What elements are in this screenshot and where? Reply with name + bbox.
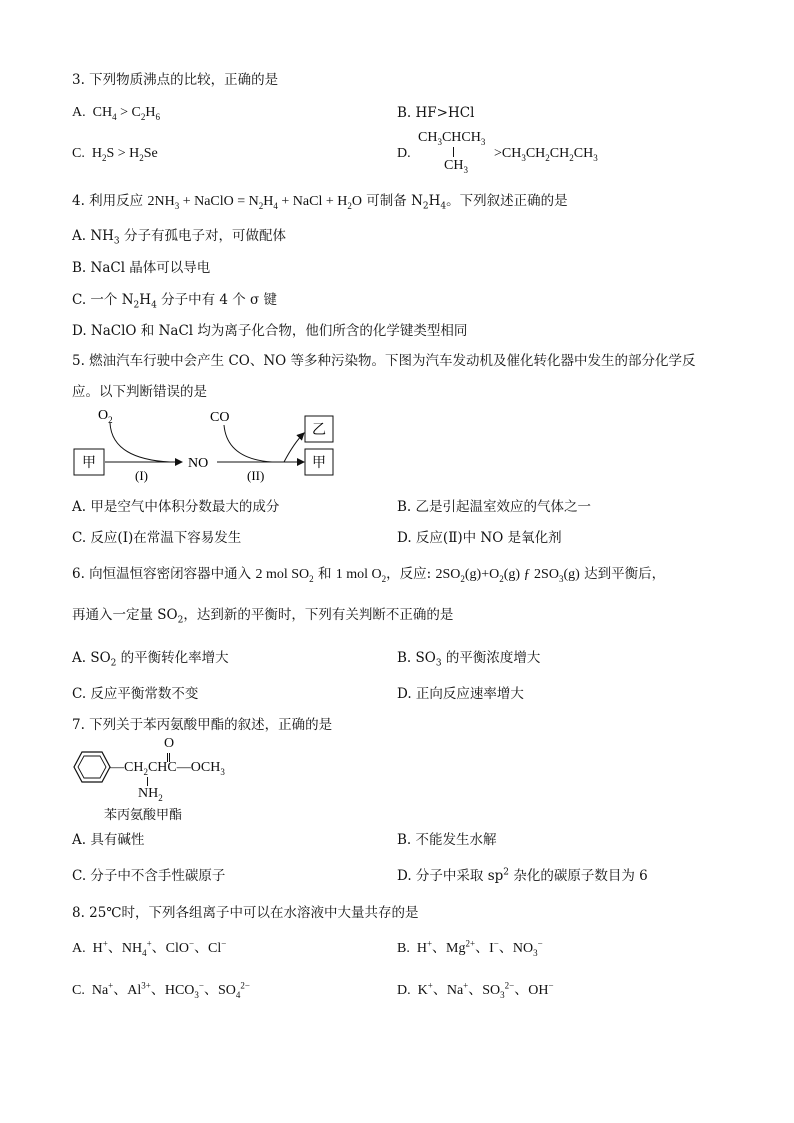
q4-option-c: C. 一个 $N_2H_4$ 分子中有 4 个 σ 键 bbox=[72, 292, 278, 311]
q5-reaction-diagram bbox=[72, 403, 352, 483]
q6-option-c: C. 反应平衡常数不变 bbox=[72, 686, 199, 702]
q3-option-d: D. bbox=[397, 146, 411, 161]
q6-stem-line2: 再通入一定量 $SO_2$，达到新的平衡时，下列有关判断不正确的是 bbox=[72, 607, 454, 626]
q7-option-c: C. 分子中不含手性碳原子 bbox=[72, 868, 226, 884]
q7-option-a: A. 具有碱性 bbox=[72, 832, 145, 848]
o2-curve bbox=[110, 423, 170, 462]
q3-d-branched-structure: $CH_3CHCH_3$ $CH_3$ $>CH_3CH_2CH_2CH_3$ bbox=[418, 130, 598, 175]
q4-option-d: D. NaClO 和 NaCl 均为离子化合物，他们所含的化学键类型相同 bbox=[72, 323, 468, 339]
q8-stem: 8. 25℃时，下列各组离子中可以在水溶液中大量共存的是 bbox=[72, 905, 419, 921]
q8-option-c: C. Na+、$Al^{3+}$、$HCO_3^-$、$SO_4^{2-}$ bbox=[72, 980, 250, 1000]
q5-option-a: A. 甲是空气中体积分数最大的成分 bbox=[72, 499, 280, 515]
q4-option-a: A. $NH_3$ 分子有孤电子对，可做配体 bbox=[72, 228, 286, 247]
q5-option-b: B. 乙是引起温室效应的气体之一 bbox=[397, 499, 592, 515]
label-co: CO bbox=[210, 410, 230, 425]
q4-option-b: B. NaCl 晶体可以导电 bbox=[72, 260, 211, 276]
q3-option-c: C. $H_2S > H_2Se$ bbox=[72, 146, 158, 163]
label-o2: $O_2$ bbox=[98, 408, 113, 425]
q6-stem-line1: 6. 向恒温恒容密闭容器中通入 2 mol $SO_2$ 和 1 mol $O_2$，反应: $2SO_2(g)+O_2(g)$ ƒ $2SO_3(g)$ 达到平衡后， bbox=[72, 566, 666, 584]
amine-group: $NH_2$ bbox=[138, 786, 163, 803]
structure-caption: 苯丙氨酸甲酯 bbox=[104, 808, 183, 823]
q5-stem-line1: 5. 燃油汽车行驶中会产生 CO、NO 等多种污染物。下图为汽车发动机及催化转化器中发生的部分化学反 bbox=[72, 353, 696, 369]
q3-option-b: B. HF>HCl bbox=[397, 105, 475, 121]
q3-option-a: A. $CH_4 > C_2H_6$ bbox=[72, 105, 160, 122]
q5-stem-line2: 应。以下判断错误的是 bbox=[72, 384, 207, 400]
q6-option-d: D. 正向反应速率增大 bbox=[397, 686, 524, 702]
chain-text: $—CH_2CHC—OCH_3$ bbox=[110, 760, 225, 777]
q3-stem: 3. 下列物质沸点的比较，正确的是 bbox=[72, 72, 279, 88]
q7-structure bbox=[72, 736, 272, 822]
q7-option-b: B. 不能发生水解 bbox=[397, 832, 497, 848]
q8-option-d: D. K+、Na+、$SO_3^{2-}$、OH− bbox=[397, 980, 554, 1000]
q7-stem: 7. 下列关于苯丙氨酸甲酯的叙述，正确的是 bbox=[72, 717, 333, 733]
co-curve bbox=[224, 425, 272, 462]
label-jia-left: 甲 bbox=[82, 456, 96, 471]
carbonyl-oxygen: O bbox=[164, 736, 175, 751]
q5-option-c: C. 反应(Ⅰ)在常温下容易发生 bbox=[72, 530, 242, 546]
amine-bond bbox=[147, 777, 148, 786]
label-yi: 乙 bbox=[312, 423, 326, 438]
label-reaction-2: (II) bbox=[247, 468, 265, 483]
arrow-to-yi bbox=[284, 433, 304, 462]
q8-option-b: B. H+、$Mg^{2+}$、I−、$NO_3^-$ bbox=[397, 938, 543, 958]
q6-option-b: B. $SO_3$ 的平衡浓度增大 bbox=[397, 650, 541, 669]
q4-stem: 4. 利用反应 $2NH_3$ + NaClO = $N_2H_4$ + NaCl + $H_2O$ 可制备 $N_2H_4$。下列叙述正确的是 bbox=[72, 193, 568, 212]
q7-option-d: D. 分子中采取 $sp^2$ 杂化的碳原子数目为 6 bbox=[397, 867, 648, 884]
label-no: NO bbox=[188, 456, 209, 471]
q6-option-a: A. $SO_2$ 的平衡转化率增大 bbox=[72, 650, 229, 669]
label-reaction-1: (I) bbox=[135, 468, 148, 483]
label-jia-right: 甲 bbox=[312, 456, 326, 471]
q5-option-d: D. 反应(Ⅱ)中 NO 是氧化剂 bbox=[397, 530, 562, 546]
bond-line bbox=[453, 147, 454, 157]
q8-option-a: A. H+、$NH_4^+$、ClO−、Cl− bbox=[72, 938, 227, 958]
benzene-ring-icon bbox=[72, 750, 112, 784]
